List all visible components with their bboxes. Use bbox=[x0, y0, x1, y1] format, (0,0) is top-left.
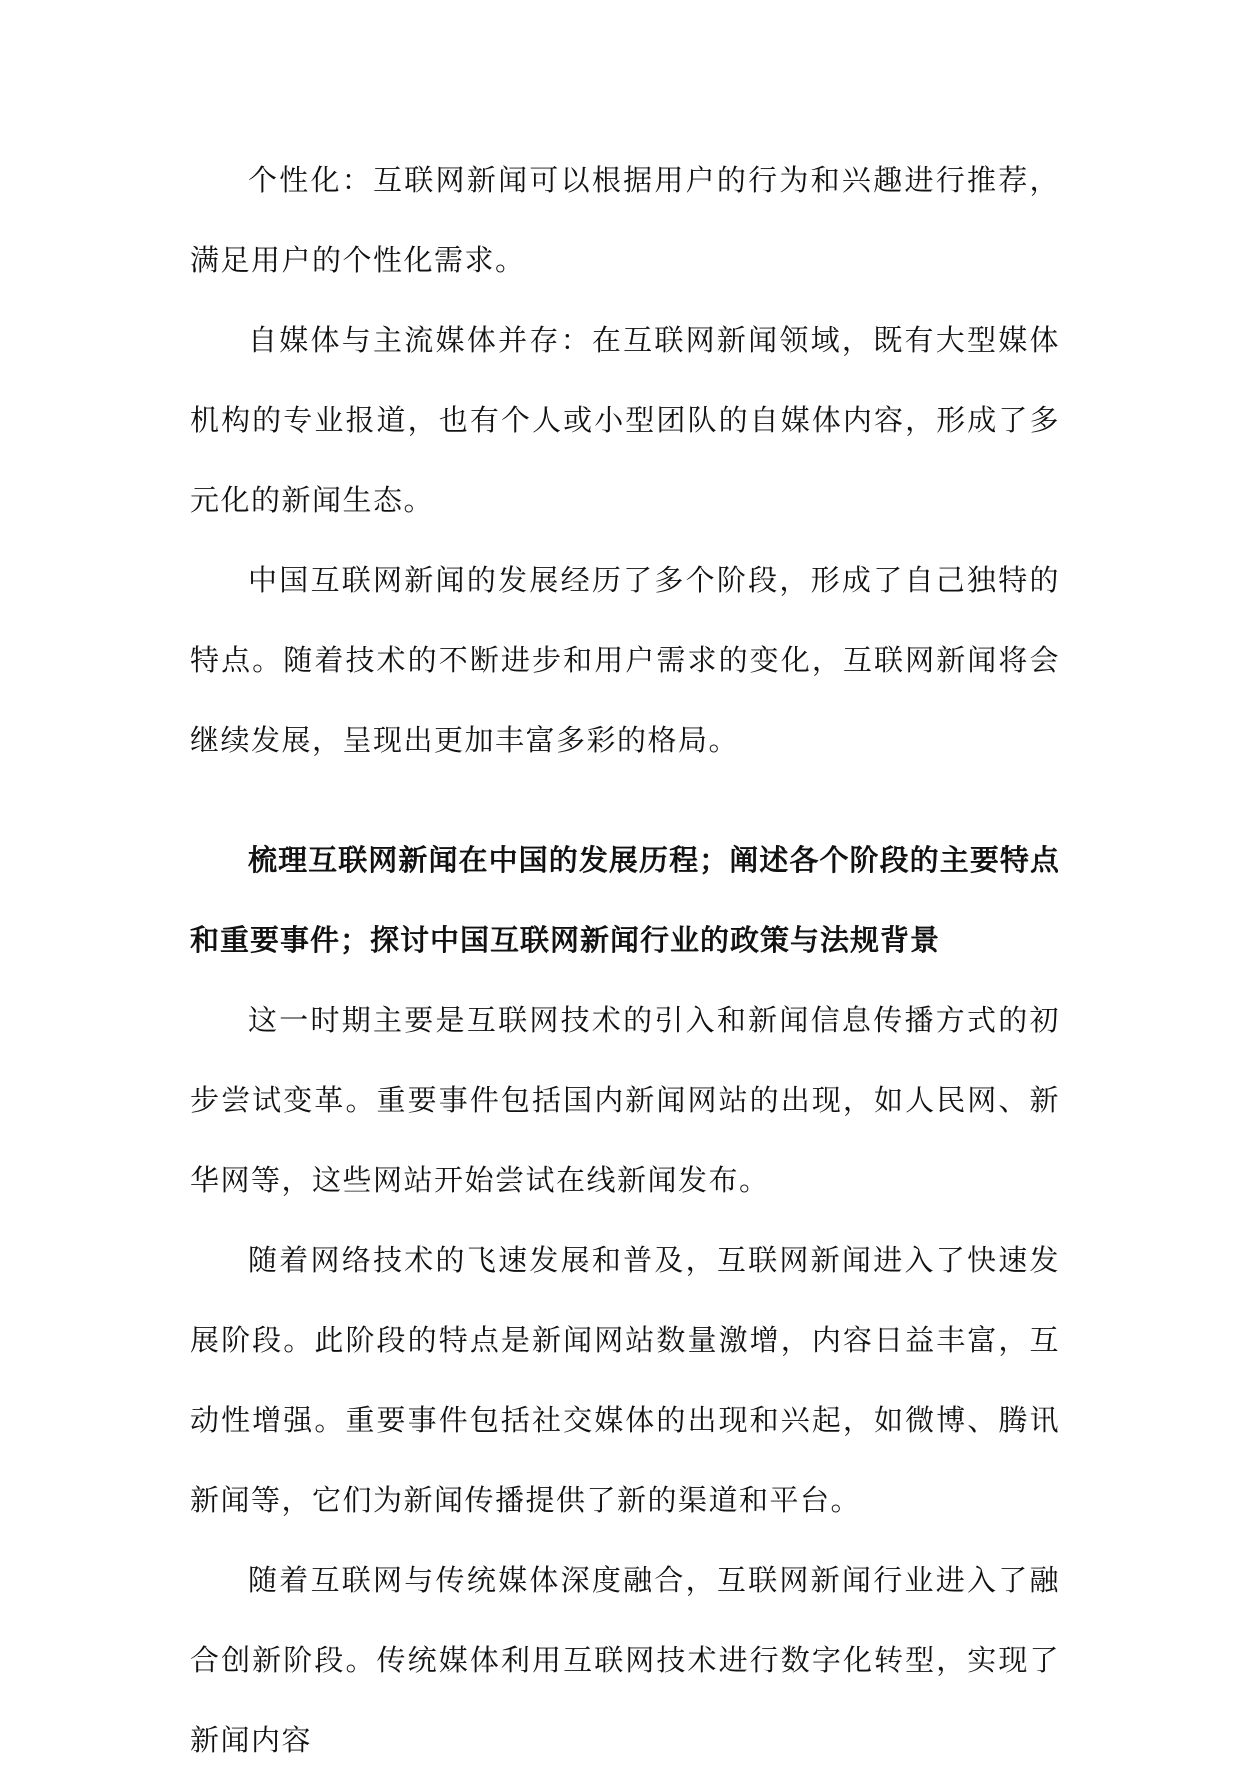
paragraph-integration-stage: 随着互联网与传统媒体深度融合，互联网新闻行业进入了融合创新阶段。传统媒体利用互联网技术进行数字化转型，实现了新闻内容 bbox=[190, 1563, 1060, 1757]
paragraph-rapid-growth-stage: 随着网络技术的飞速发展和普及，互联网新闻进入了快速发展阶段。此阶段的特点是新闻网站数量激增，内容日益丰富，互动性增强。重要事件包括社交媒体的出现和兴起，如微博、腾讯新闻等，它们为新闻传播提供了新的渠道和平台。 bbox=[190, 1243, 1060, 1517]
document-body bbox=[190, 140, 1060, 1780]
paragraph-development-summary: 中国互联网新闻的发展经历了多个阶段，形成了自己独特的特点。随着技术的不断进步和用户需求的变化，互联网新闻将会继续发展，呈现出更加丰富多彩的格局。 bbox=[190, 563, 1060, 757]
paragraph-early-stage: 这一时期主要是互联网技术的引入和新闻信息传播方式的初步尝试变革。重要事件包括国内新闻网站的出现，如人民网、新华网等，这些网站开始尝试在线新闻发布。 bbox=[190, 1003, 1060, 1197]
paragraph-personalization: 个性化：互联网新闻可以根据用户的行为和兴趣进行推荐，满足用户的个性化需求。 bbox=[190, 163, 1060, 277]
paragraph-self-media: 自媒体与主流媒体并存：在互联网新闻领域，既有大型媒体机构的专业报道，也有个人或小型团队的自媒体内容，形成了多元化的新闻生态。 bbox=[190, 323, 1060, 517]
section-heading: 梳理互联网新闻在中国的发展历程；阐述各个阶段的主要特点和重要事件；探讨中国互联网新闻行业的政策与法规背景 bbox=[190, 843, 1060, 957]
